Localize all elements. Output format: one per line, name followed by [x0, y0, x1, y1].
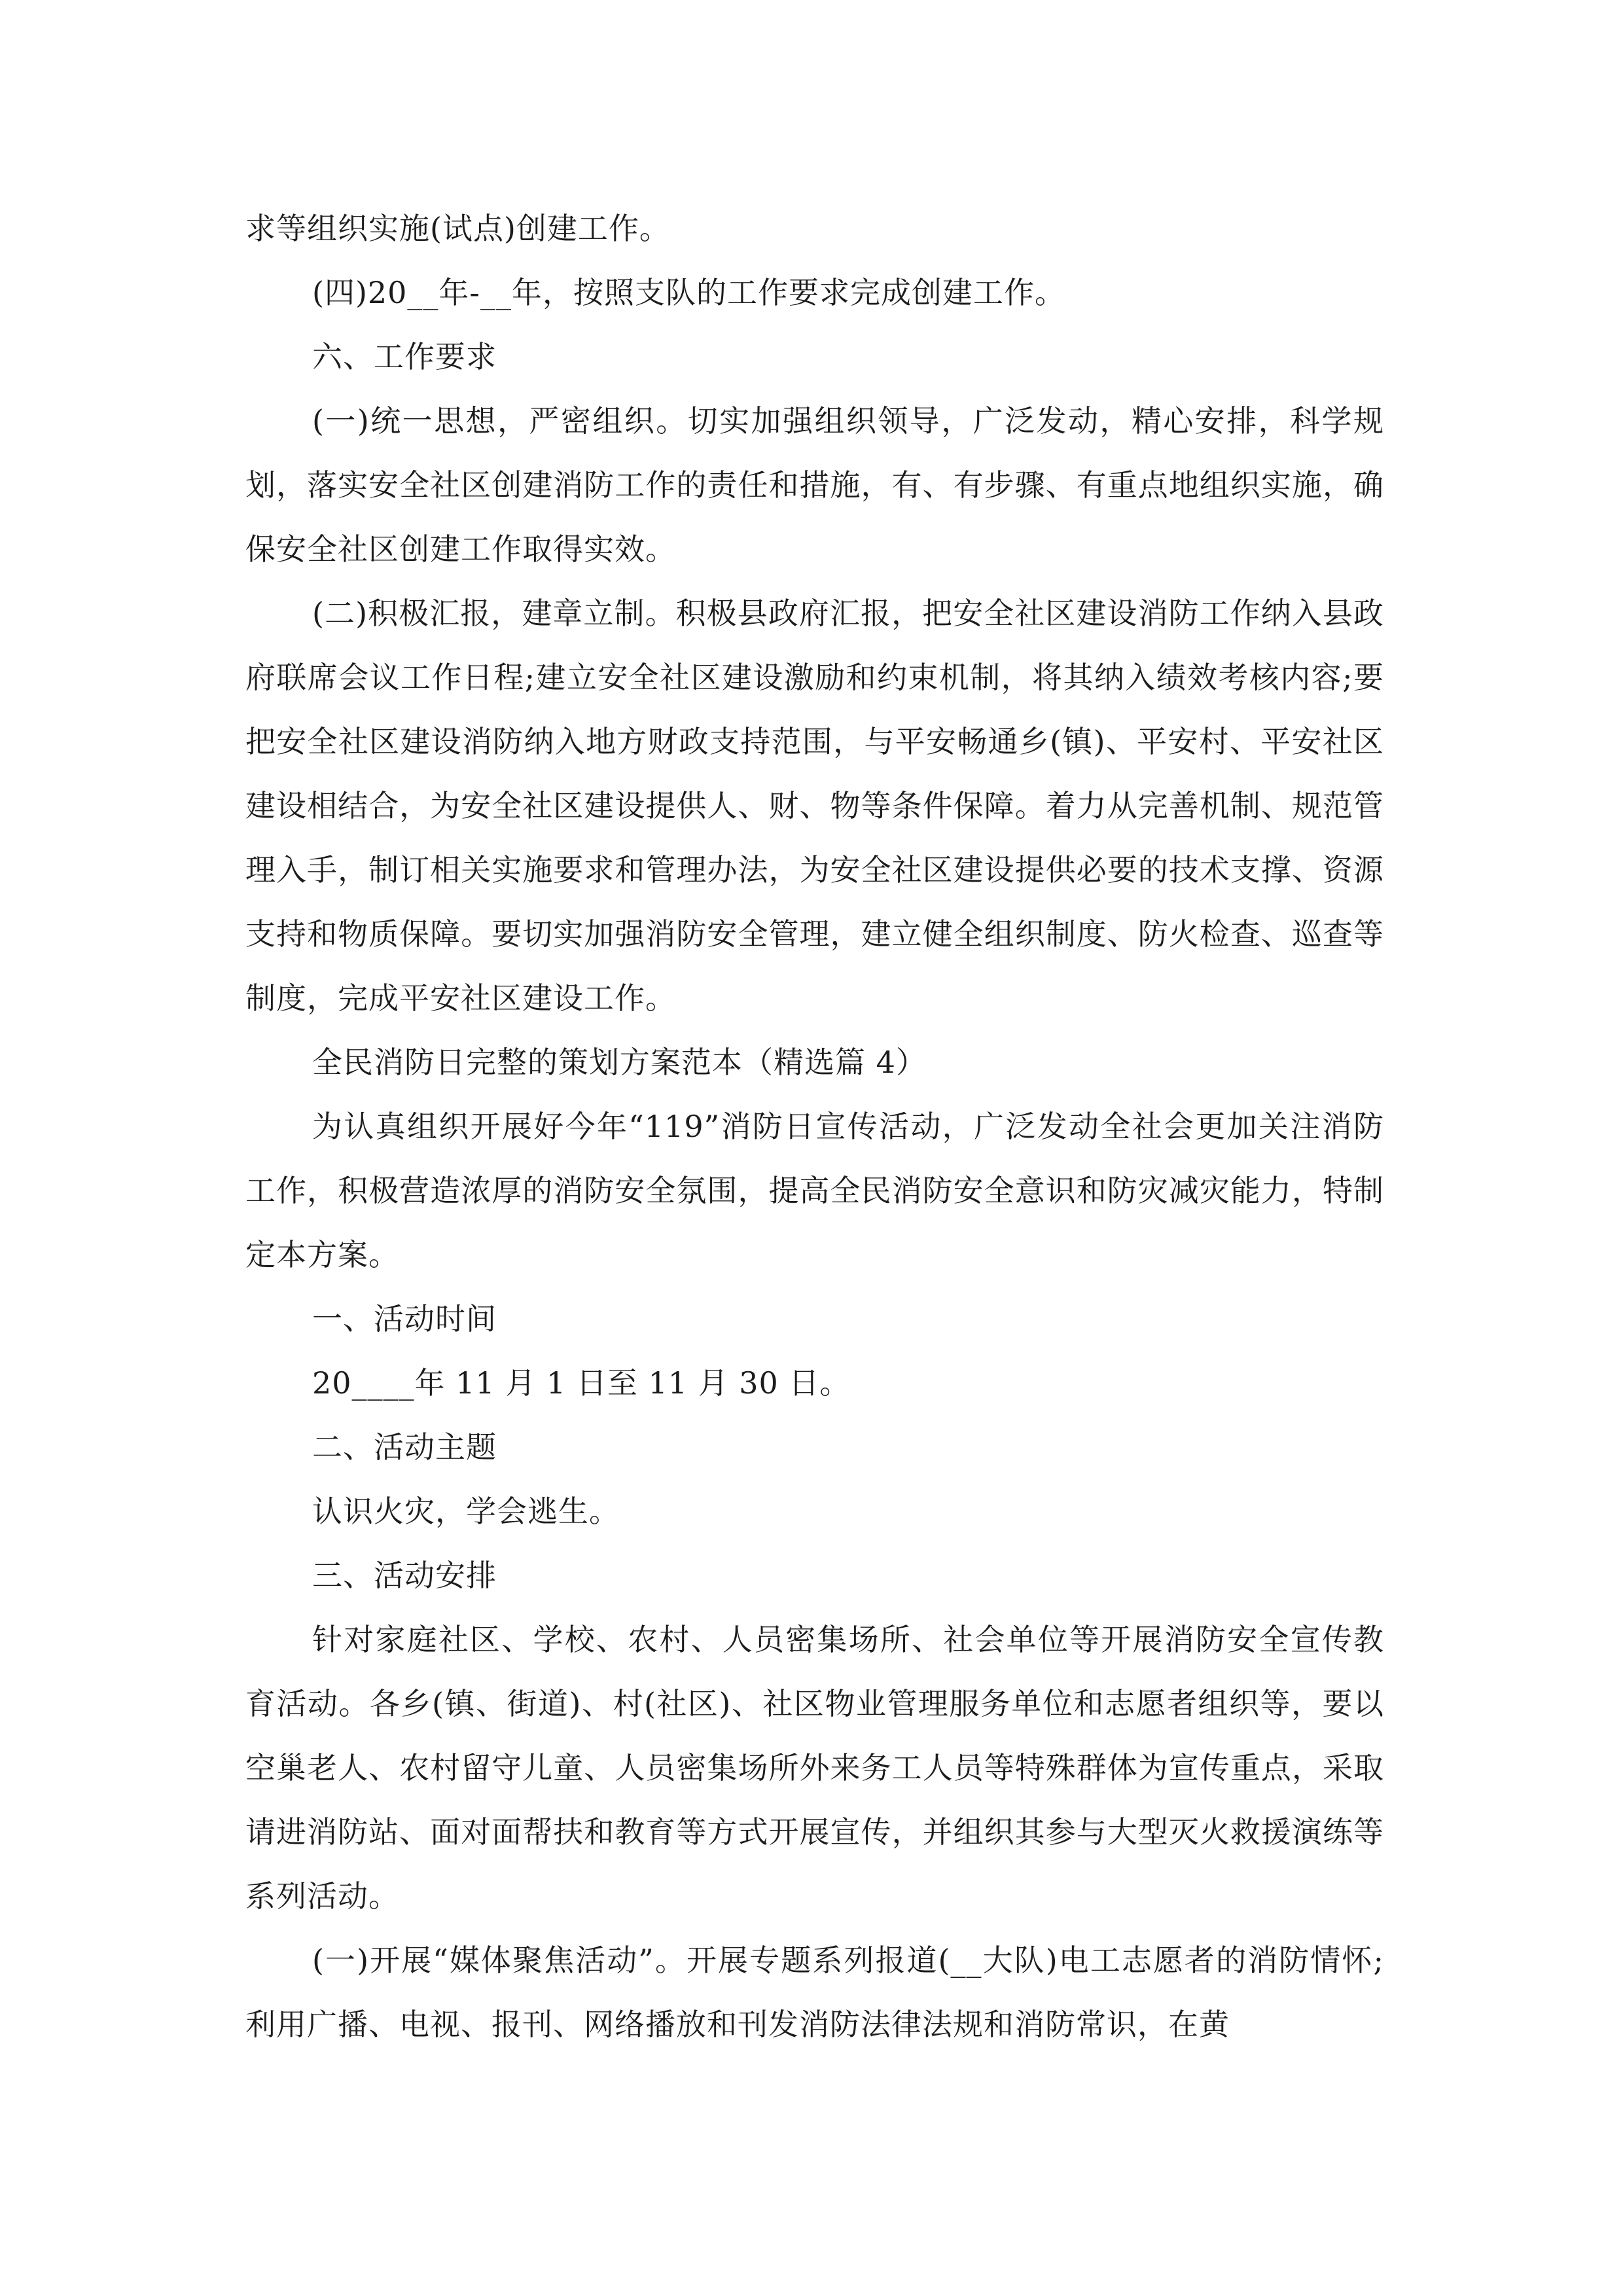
- paragraph-requirement-two: (二)积极汇报，建章立制。积极县政府汇报，把安全社区建设消防工作纳入县政府联席会议工作日程;建立安全社区建设激励和约束机制，将其纳入绩效考核内容;要把安全社区建设消防纳入地方财政支持范围，与平安畅通乡(镇)、平安村、平安社区建设相结合，为安全社区建设提供人、财、物等条件保障。着力从完善机制、规范管理入手，制订相关实施要求和管理办法，为安全社区建设提供必要的技术支撑、资源支持和物质保障。要切实加强消防安全管理，建立健全组织制度、防火检查、巡查等制度，完成平安社区建设工作。: [245, 596, 1384, 1016]
- heading-activity-time: 一、活动时间: [312, 1301, 497, 1336]
- paragraph-activity-dates: 20____年 11 月 1 日至 11 月 30 日。: [312, 1365, 851, 1401]
- paragraph-activity-theme: 认识火灾，学会逃生。: [312, 1494, 620, 1529]
- section-title: 全民消防日完整的策划方案范本（精选篇 4）: [312, 1045, 927, 1080]
- heading-activity-theme: 二、活动主题: [312, 1429, 497, 1465]
- heading-activity-arrangement: 三、活动安排: [312, 1558, 497, 1593]
- paragraph-intro: 为认真组织开展好今年“119”消防日宣传活动，广泛发动全社会更加关注消防工作，积极营造浓厚的消防安全氛围，提高全民消防安全意识和防灾减灾能力，特制定本方案。: [245, 1109, 1384, 1272]
- paragraph-media-focus: (一)开展“媒体聚焦活动”。开展专题系列报道(__大队)电工志愿者的消防情怀;利用广播、电视、报刊、网络播放和刊发消防法律法规和消防常识，在黄: [245, 1943, 1384, 2042]
- paragraph-activity-arrangement: 针对家庭社区、学校、农村、人员密集场所、社会单位等开展消防安全宣传教育活动。各乡(镇、街道)、村(社区)、社区物业管理服务单位和志愿者组织等，要以空巢老人、农村留守儿童、人员密集场所外来务工人员等特殊群体为宣传重点，采取请进消防站、面对面帮扶和教育等方式开展宣传，并组织其参与大型灭火救援演练等系列活动。: [245, 1622, 1384, 1914]
- paragraph-continuation: 求等组织实施(试点)创建工作。: [245, 211, 670, 246]
- paragraph-phase-four: (四)20__年-__年，按照支队的工作要求完成创建工作。: [312, 275, 1065, 310]
- paragraph-requirement-one: (一)统一思想，严密组织。切实加强组织领导，广泛发动，精心安排，科学规划，落实安全社区创建消防工作的责任和措施，有、有步骤、有重点地组织实施，确保安全社区创建工作取得实效。: [245, 403, 1384, 567]
- document-body: [245, 196, 1384, 2056]
- heading-work-requirements: 六、工作要求: [312, 339, 497, 374]
